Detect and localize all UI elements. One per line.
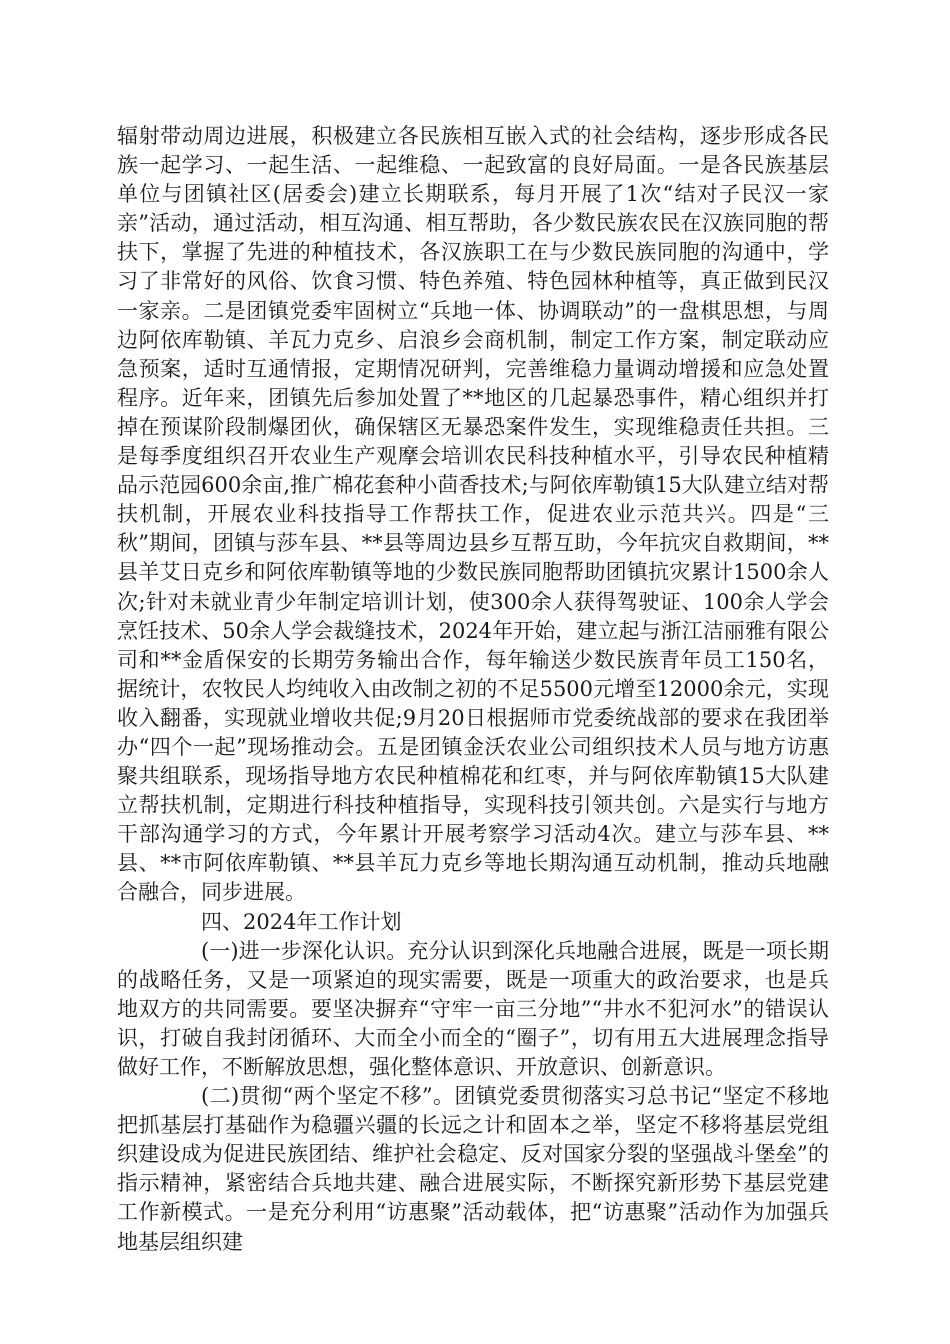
paragraph-deepen-understanding: (一)进一步深化认识。充分认识到深化兵地融合进展，既是一项长期的战略任务，又是一项紧迫的现实需要，既是一项重大的政治要求，也是兵地双方的共同需要。要坚决摒弃“守牢一亩三分地”“井水不犯河水”的错误认识，打破自我封闭循环、大而全小而全的“圈子”，切有用五大进展理念指导做好工作，不断解放思想，强化整体意识、开放意识、创新意识。 [117, 938, 829, 1079]
document-body [117, 122, 829, 1257]
section-heading-2024-plan: 四、2024年工作计划 [201, 909, 402, 934]
paragraph-two-unwavering: (二)贯彻“两个坚定不移”。团镇党委贯彻落实习总书记“坚定不移地把抓基层打基础作为稳疆兴疆的长远之计和固本之举，坚定不移将基层党组织建设成为促进民族团结、维护社会稳定、反对国家分裂的坚强战斗堡垒”的指示精神，紧密结合兵地共建、融合进展实际，不断探究新形势下基层党建工作新模式。一是充分利用“访惠聚”活动载体，把“访惠聚”活动作为加强兵地基层组织建 [117, 1084, 829, 1254]
paragraph-body-continuation: 辐射带动周边进展，积极建立各民族相互嵌入式的社会结构，逐步形成各民族一起学习、一起生活、一起维稳、一起致富的良好局面。一是各民族基层单位与团镇社区(居委会)建立长期联系，每月开展了1次“结对子民汉一家亲”活动，通过活动，相互沟通、相互帮助，各少数民族农民在汉族同胞的帮扶下，掌握了先进的种植技术，各汉族职工在与少数民族同胞的沟通中，学习了非常好的风俗、饮食习惯、特色养殖、特色园林种植等，真正做到民汉一家亲。二是团镇党委牢固树立“兵地一体、协调联动”的一盘棋思想，与周边阿依库勒镇、羊瓦力克乡、启浪乡会商机制，制定工作方案，制定联动应急预案，适时互通情报，定期情况研判，完善维稳力量调动增援和应急处置程序。近年来，团镇先后参加处置了**地区的几起暴恐事件，精心组织并打掉在预谋阶段制爆团伙，确保辖区无暴恐案件发生，实现维稳责任共担。三是每季度组织召开农业生产观摩会培训农民科技种植水平，引导农民种植精品示范园600余亩,推广棉花套种小茴香技术;与阿依库勒镇15大队建立结对帮扶机制，开展农业科技指导工作帮扶工作，促进农业示范共兴。四是“三秋”期间，团镇与莎车县、**县等周边县乡互帮互助，今年抗灾自救期间，**县羊艾日克乡和阿依库勒镇等地的少数民族同胞帮助团镇抗灾累计1500余人次;针对未就业青少年制定培训计划，使300余人获得驾驶证、100余人学会烹饪技术、50余人学会裁缝技术，2024年开始，建立起与浙江洁丽雅有限公司和**金盾保安的长期劳务输出合作，每年输送少数民族青年员工150名，据统计，农牧民人均纯收入由改制之初的不足5500元增至12000余元，实现收入翻番，实现就业增收共促;9月20日根据师市党委统战部的要求在我团举办“四个一起”现场推动会。五是团镇金沃农业公司组织技术人员与地方访惠聚共组联系，现场指导地方农民种植棉花和红枣，并与阿依库勒镇15大队建立帮扶机制，定期进行科技种植指导，实现科技引领共创。六是实行与地方干部沟通学习的方式，今年累计开展考察学习活动4次。建立与莎车县、**县、**市阿依库勒镇、**县羊瓦力克乡等地长期沟通互动机制，推动兵地融合融合，同步进展。 [117, 124, 829, 905]
